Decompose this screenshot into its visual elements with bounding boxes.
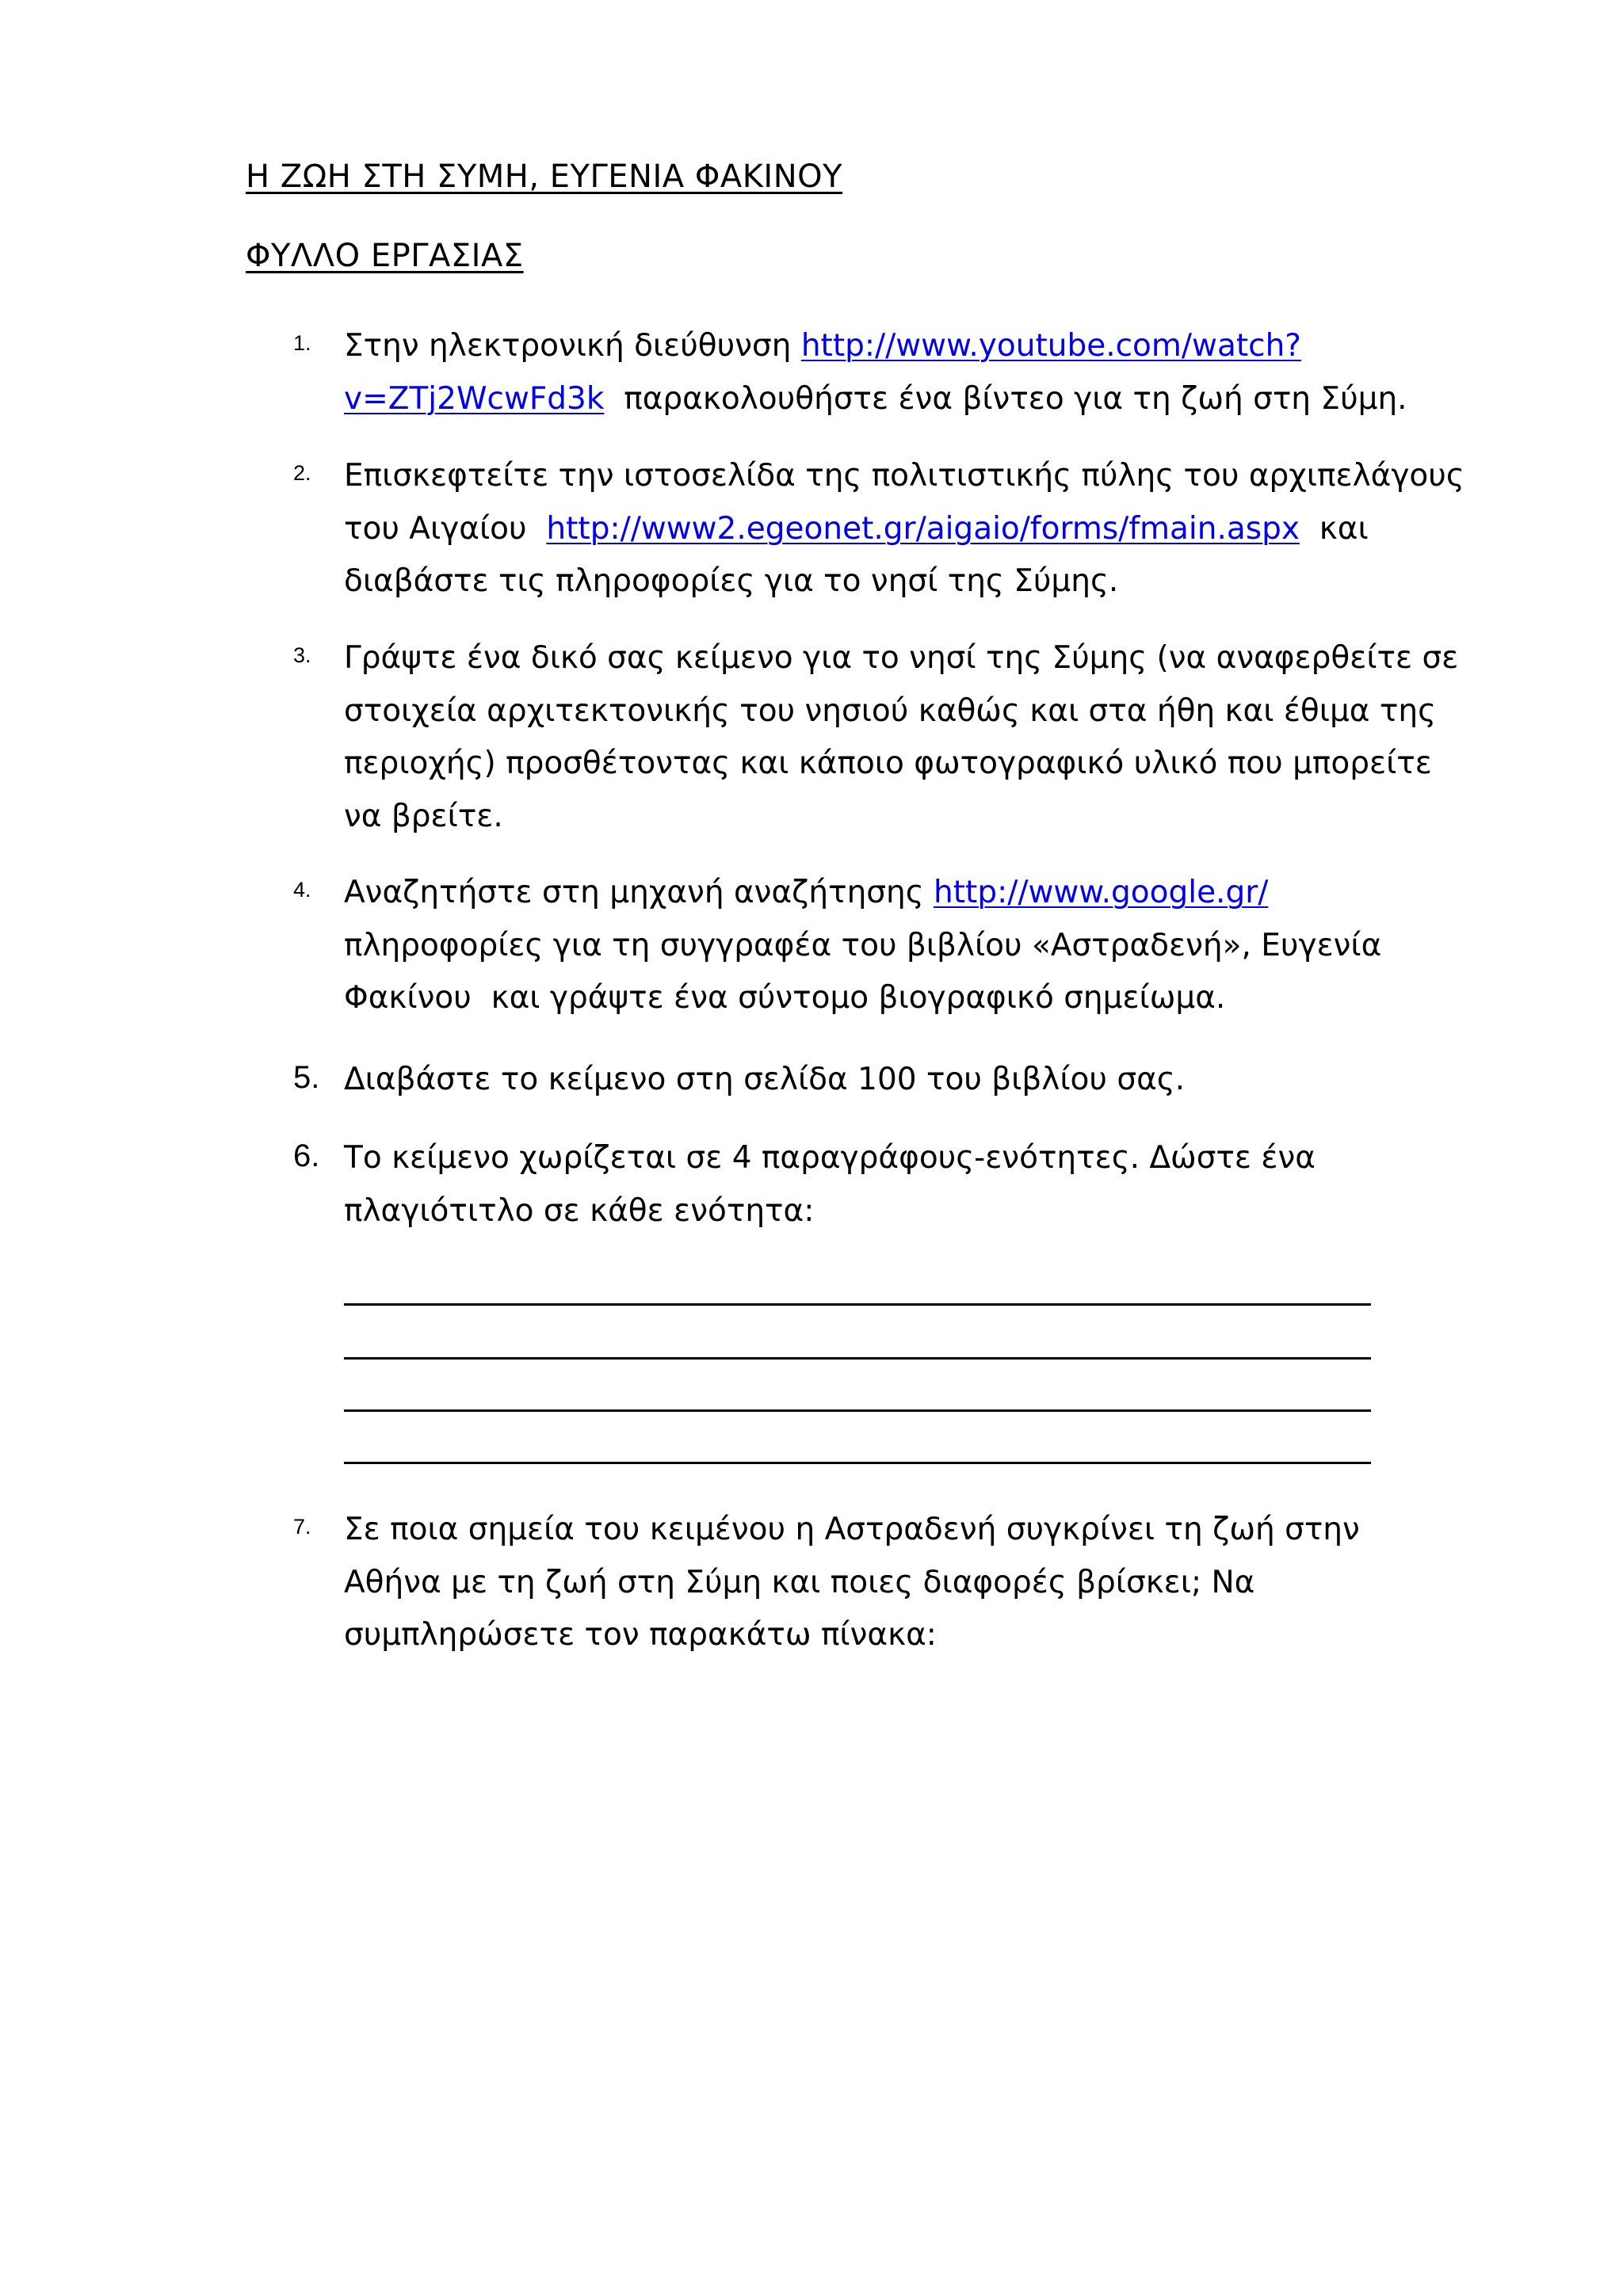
answer-line-1[interactable]: [344, 1303, 1371, 1306]
youtube-link-part1: http://www.youtube.com/watch?: [800, 328, 1301, 364]
item-text: [344, 1132, 1374, 1238]
item-text: [344, 1504, 1374, 1662]
item-text-line: στοιχεία αρχιτεκτονικής του νησιού καθώς και στα ήθη και έθιμα της: [344, 692, 1436, 729]
item-text-line: διαβάστε τις πληροφορίες για το νησί της Σύμης.: [344, 563, 1119, 599]
answer-line-4[interactable]: [344, 1462, 1371, 1464]
item-text-line: Διαβάστε το κείμενο στη σελίδα 100 του βιβλίου σας.: [344, 1062, 1186, 1097]
item-text-line: συμπληρώσετε τον παρακάτω πίνακα:: [344, 1617, 937, 1653]
egeonet-link[interactable]: http://www2.egeonet.gr/aigaio/forms/fmain.aspx: [546, 510, 1300, 547]
item-text: [344, 867, 1382, 1025]
item-text-line: Γράψτε ένα δικό σας κείμενο για το νησί της Σύμης (να αναφερθείτε σε: [344, 640, 1459, 676]
item-text-segment: του Αιγαίου: [344, 510, 547, 547]
item-number: 7.: [293, 1515, 311, 1539]
item-text-line: Σε ποια σημεία του κειμένου η Αστραδενή συγκρίνει τη ζωή στην: [344, 1512, 1360, 1547]
item-text-line: Επισκεφτείτε την ιστοσελίδα της πολιτιστικής πύλης του αρχιπελάγους: [344, 458, 1465, 494]
youtube-link[interactable]: [801, 328, 1301, 364]
answer-line-3[interactable]: [344, 1409, 1371, 1412]
item-text-line: να βρείτε.: [344, 798, 503, 834]
worksheet-subtitle: ΦΥΛΛΟ ΕΡΓΑΣΙΑΣ: [246, 238, 524, 274]
answer-line-2[interactable]: [344, 1357, 1371, 1360]
item-text-segment: και: [1299, 510, 1369, 547]
item-number: 6.: [293, 1138, 320, 1173]
item-text-segment: Αναζητήστε στη μηχανή αναζήτησης: [344, 875, 934, 910]
item-text-segment: παρακολουθήστε ένα βίντεο για τη ζωή στη Σύμη.: [604, 380, 1407, 417]
item-text: [344, 632, 1459, 843]
item-number: 1.: [293, 331, 311, 355]
item-number: 4.: [293, 878, 311, 902]
youtube-link-continued[interactable]: [344, 381, 604, 417]
item-text: [344, 1054, 1374, 1107]
item-text: [344, 450, 1465, 608]
item-text-line: Φακίνου και γράψτε ένα σύντομο βιογραφικό σημείωμα.: [344, 980, 1226, 1016]
item-text-line: Αθήνα με τη ζωή στη Σύμη και ποιες διαφορές βρίσκει; Να: [344, 1564, 1255, 1600]
item-text: [344, 320, 1407, 425]
item-number: 2.: [293, 461, 311, 485]
item-text-line: πλαγιότιτλο σε κάθε ενότητα:: [344, 1192, 815, 1229]
item-number: 3.: [293, 643, 311, 667]
youtube-link-part2: v=ZTj2WcwFd3k: [344, 380, 605, 417]
item-text-segment: Στην ηλεκτρονική διεύθυνση: [344, 328, 801, 364]
item-text-line: Το κείμενο χωρίζεται σε 4 παραγράφους-ενότητες. Δώστε ένα: [344, 1140, 1316, 1176]
item-text-line: πληροφορίες για τη συγγραφέα του βιβλίου «Αστραδενή», Ευγενία: [344, 927, 1382, 963]
google-link[interactable]: http://www.google.gr/: [934, 875, 1269, 910]
item-number: 5.: [293, 1060, 320, 1095]
item-text-line: περιοχής) προσθέτοντας και κάποιο φωτογραφικό υλικό που μπορείτε: [344, 746, 1432, 781]
document-title: Η ΖΩΗ ΣΤΗ ΣΥΜΗ, ΕΥΓΕΝΙΑ ΦΑΚΙΝΟΥ: [246, 158, 843, 195]
